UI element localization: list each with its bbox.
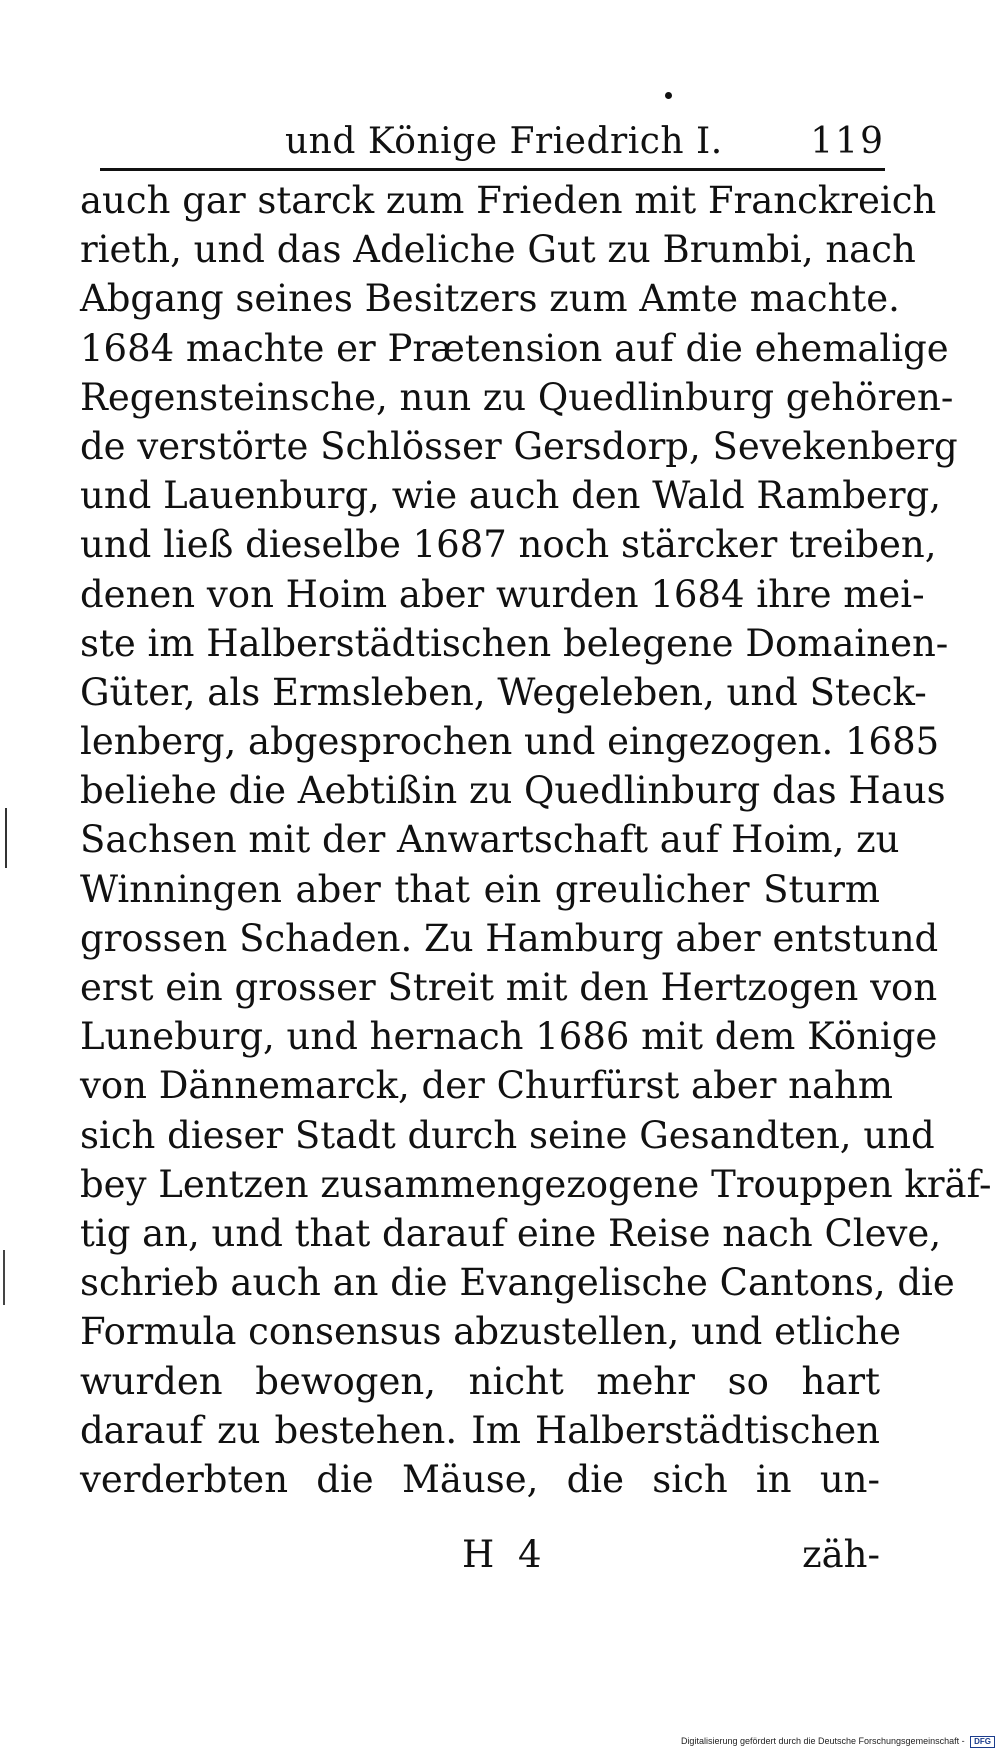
text-line: schrieb auch an die Evangelische Cantons, die xyxy=(80,1261,955,1305)
text-line: wurden bewogen, nicht mehr so hart xyxy=(80,1359,880,1403)
text-line: rieth, und das Adeliche Gut zu Brumbi, nach xyxy=(80,228,916,272)
text-line: von Dännemarck, der Churfürst aber nahm xyxy=(80,1064,893,1108)
text-line: auch gar starck zum Frieden mit Franckreich xyxy=(80,179,937,222)
text-line: sich dieser Stadt durch seine Gesandten, und xyxy=(80,1113,935,1157)
text-line: erst ein grosser Streit mit den Hertzogen von xyxy=(80,966,938,1009)
text-line: ste im Halberstädtischen belegene Domainen- xyxy=(80,621,949,665)
text-line: und Lauenburg, wie auch den Wald Ramberg, xyxy=(80,474,941,518)
running-head xyxy=(285,118,885,166)
text-line: darauf zu bestehen. Im Halberstädtischen xyxy=(80,1408,880,1452)
text-line: Güter, als Ermsleben, Wegeleben, und Steck- xyxy=(80,670,927,714)
text-line: de verstörte Schlösser Gersdorp, Sevekenberg xyxy=(80,424,958,468)
text-line: denen von Hoim aber wurden 1684 ihre mei- xyxy=(80,572,925,616)
text-line: tig an, und that darauf eine Reise nach Cleve, xyxy=(80,1211,942,1255)
text-line: Regensteinsche, nun zu Quedlinburg gehören- xyxy=(80,375,954,419)
text-line: und ließ dieselbe 1687 noch stärcker treiben, xyxy=(80,523,937,567)
page-footer xyxy=(80,1530,880,1580)
text-line: Abgang seines Besitzers zum Amte machte. xyxy=(80,277,900,321)
text-line: Luneburg, und hernach 1686 mit dem Könige xyxy=(80,1015,938,1059)
text-line: 1684 machte er Prætension auf die ehemalige xyxy=(80,326,949,370)
text-line: verderbten die Mäuse, die sich in un- xyxy=(80,1457,880,1501)
page-number: 119 xyxy=(810,121,885,162)
ink-dot xyxy=(665,92,672,99)
margin-mark xyxy=(3,1250,5,1305)
text-line: Sachsen mit der Anwartschaft auf Hoim, zu xyxy=(80,818,900,862)
text-line: Winningen aber that ein greulicher Sturm xyxy=(80,867,880,911)
running-head-title: und Könige Friedrich I. xyxy=(285,121,723,162)
text-line: Formula consensus abzustellen, und etliche xyxy=(80,1310,902,1354)
catchword: zäh- xyxy=(802,1533,880,1576)
header-rule xyxy=(100,168,885,171)
digitization-credit xyxy=(681,1735,995,1748)
text-line: grossen Schaden. Zu Hamburg aber entstund xyxy=(80,916,939,960)
dfg-logo: DFG xyxy=(970,1736,995,1748)
margin-mark xyxy=(5,808,7,868)
text-line: beliehe die Aebtißin zu Quedlinburg das Haus xyxy=(80,769,946,813)
credit-text: Digitalisierung gefördert durch die Deutsche Forschungsgemeinschaft - xyxy=(680,1736,965,1746)
signature-mark: H 4 xyxy=(462,1533,548,1576)
text-line: bey Lentzen zusammengezogene Trouppen kräf- xyxy=(80,1162,992,1206)
body-text xyxy=(80,176,992,1504)
text-line: lenberg, abgesprochen und eingezogen. 1685 xyxy=(80,720,940,764)
